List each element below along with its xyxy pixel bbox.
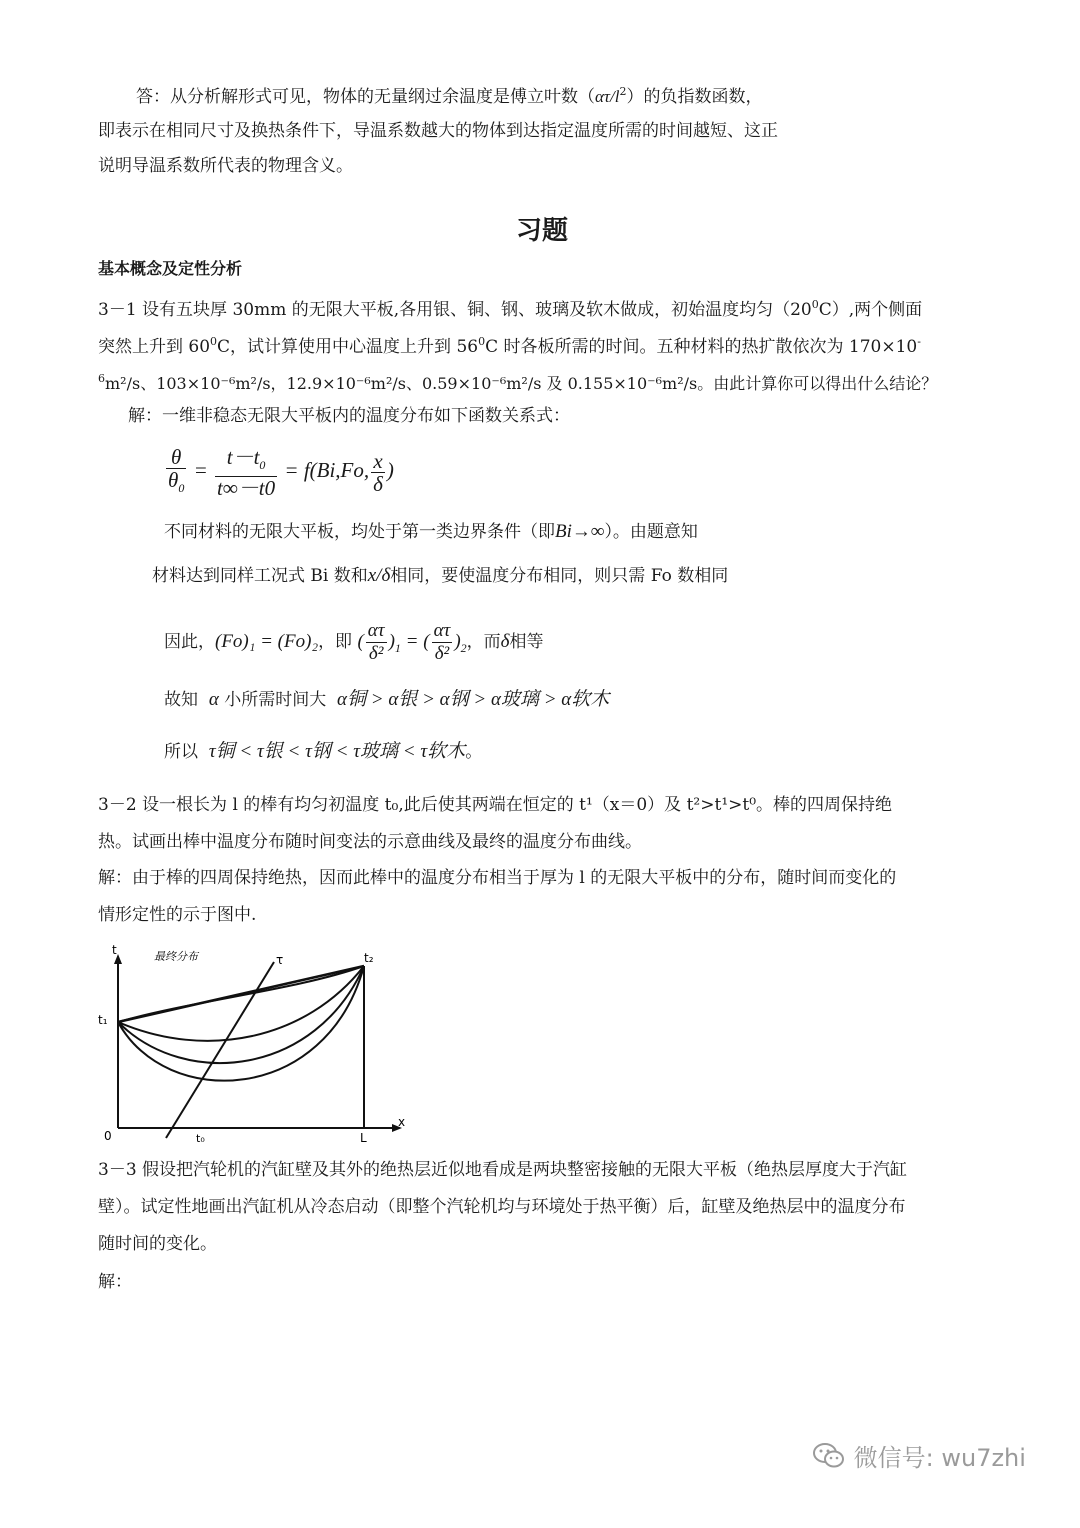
t2-label: t₂: [364, 951, 374, 965]
origin-label: 0: [104, 1129, 112, 1143]
text: 相同，要使温度分布相同，则只需 Fo 数相同: [390, 566, 729, 586]
answer-line-1: [136, 80, 762, 109]
text: 所以: [164, 742, 198, 762]
text: 不同材料的无限大平板，均处于第一类边界条件（即: [164, 522, 555, 542]
tau-steel: τ钢: [305, 741, 331, 762]
fourier-expression: ατ/l: [595, 87, 620, 106]
den-symbol: θ: [168, 467, 179, 492]
p31-text: m²/s、103×10⁻⁶m²/s，12.9×10⁻⁶m²/s、0.59×10⁻⁶m²/s 及 0.155×10⁻⁶m²/s。由此计算你可以得出什么结论？: [105, 374, 938, 393]
num-text: t－t: [226, 444, 260, 469]
answer-line-3: 说明导温系数所代表的物理含义。: [98, 156, 353, 176]
text: ）。由题意知: [604, 522, 698, 542]
watermark-text: 微信号: wu7zhi: [853, 1444, 1026, 1472]
time-direction-line: [166, 962, 274, 1138]
problem-3-3-solution: 解：: [98, 1272, 132, 1292]
denominator: t∞－t0: [217, 475, 276, 500]
fraction-temp: [215, 446, 277, 499]
sup: 0: [210, 335, 218, 348]
text: 因此，: [164, 632, 215, 652]
temperature-curve-4: [118, 966, 364, 1081]
alpha-symbol: α: [208, 689, 219, 710]
p31-text: C，试计算使用中心温度上升到 56: [217, 337, 479, 357]
problem-3-1-line-2: [98, 330, 921, 359]
subsection-title: 基本概念及定性分析: [98, 259, 243, 278]
t1-label: t₁: [98, 1013, 108, 1027]
problem-3-3-line-1: 3－3 假设把汽轮机的汽缸壁及其外的绝热层近似地看成是两块整密接触的无限大平板（绝热层厚度大于汽缸: [98, 1160, 908, 1180]
text: 相等: [509, 632, 544, 652]
problem-3-3-line-2: 壁）。试定性地画出汽缸机从冷态启动（即整个汽轮机均与环境处于热平衡）后，缸壁及绝热层中的温度分布: [98, 1197, 906, 1217]
p31-text: C）,两个侧面: [818, 300, 923, 320]
alpha-glass: α玻璃: [490, 689, 539, 710]
fraction: [432, 620, 453, 665]
denominator: [166, 469, 186, 499]
tau-label: τ: [276, 953, 284, 967]
answer-text-end: ）的负指数函数，: [626, 87, 763, 107]
problem-3-2-line-1: 3－2 设一根长为 l 的棒有均匀初温度 t₀,此后使其两端在恒定的 t¹（x＝0）及 t²>t¹>t⁰。棒的四周保持绝: [98, 795, 893, 815]
problem-3-1-line-3: [98, 367, 937, 396]
tau-glass: τ玻璃: [353, 741, 399, 762]
denominator: δ: [373, 471, 383, 496]
fraction-theta: [166, 446, 186, 499]
alpha-silver: α银: [388, 689, 418, 710]
problem-3-3-line-3: 随时间的变化。: [98, 1234, 217, 1254]
wechat-icon: [812, 1442, 846, 1476]
final-distribution-label: 最终分布: [154, 950, 198, 963]
at-over-delta-equality: ( $\frac{\alpha\tau}{\text{δ²}}$ )$_1$ = ( $\frac{\alpha\tau}{\text{δ²}}$ )$_2$: [357, 620, 467, 665]
alpha-steel: α钢: [439, 689, 469, 710]
fraction-x-delta: [371, 450, 385, 495]
sup: -: [917, 335, 921, 348]
fraction: [366, 620, 387, 665]
t0-label: t₀: [196, 1132, 205, 1145]
p31-text: 突然上升到 60: [98, 337, 211, 357]
delta-symbol: δ: [500, 631, 510, 652]
boundary-condition-line: [164, 520, 698, 544]
sup: 0: [811, 298, 819, 311]
close-paren: ): [386, 458, 394, 482]
problem-3-2-solution-2: 情形定性的示于图中.: [98, 905, 257, 925]
tau-comparison-line: [164, 740, 482, 764]
length-label: L: [360, 1131, 367, 1145]
text: ，即: [318, 632, 353, 652]
denominator: δ²: [368, 643, 384, 665]
exponent: 2: [619, 85, 627, 98]
answer-text: 答：从分析解形式可见，物体的无量纲过余温度是傅立叶数（: [136, 87, 595, 107]
text: 小所需时间大: [224, 690, 327, 710]
alpha-copper: α铜: [337, 689, 366, 710]
alpha-chain: α铜 > α银 > α钢 > α玻璃 > α软木: [337, 689, 610, 710]
answer-line-2: 即表示在相同尺寸及换热条件下，导温系数越大的物体到达指定温度所需的时间越短、这正: [98, 121, 778, 141]
text: 材料达到同样工况式 Bi 数和: [152, 566, 368, 586]
equation-temperature: $\frac{\theta}{\theta_0}$ = $\frac{t-t_0}{t\infty-t0}$ = f(Bi,Fo, $\frac{x}{\delta}$ ): [168, 444, 394, 500]
problem-3-1-line-1: [98, 293, 922, 322]
sup: 0: [478, 335, 486, 348]
sub: 0: [178, 480, 185, 495]
text: ，而: [466, 632, 501, 652]
numerator: ατ: [367, 620, 385, 642]
bi-limit: Bi→∞: [555, 521, 605, 542]
problem-3-2-line-2: 热。试画出棒中温度分布随时间变法的示意曲线及最终的温度分布曲线。: [98, 832, 642, 852]
alpha-comparison-line: [164, 688, 609, 712]
fourier-equality-line: [164, 612, 544, 678]
tau-cork: τ软木: [420, 741, 466, 762]
sub: 0: [259, 457, 266, 472]
problem-3-2-solution-1: 解：由于棒的四周保持绝热，因而此棒中的温度分布相当于厚为 l 的无限大平板中的分布，随时间而变化的: [98, 868, 897, 888]
y-axis-label: t: [112, 943, 117, 957]
numerator: [215, 446, 277, 477]
p31-text: 3－1 设有五块厚 30mm 的无限大平板,各用银、铜、钢、玻璃及软木做成，初始温度均匀（20: [98, 300, 812, 320]
same-condition-line: [152, 564, 728, 588]
p31-text: C 时各板所需的时间。五种材料的热扩散依次为 170×10: [485, 337, 918, 357]
text: 故知: [164, 690, 198, 710]
numerator: θ: [166, 446, 186, 469]
text: 。: [465, 742, 483, 762]
alpha-cork: α软木: [561, 689, 610, 710]
denominator: δ²: [434, 643, 450, 665]
numerator: ατ: [433, 620, 451, 642]
tau-chain: τ铜 < τ银 < τ钢 < τ玻璃 < τ软木: [208, 741, 466, 762]
tau-silver: τ银: [256, 741, 283, 762]
solution-intro: 解：一维非稳态无限大平板内的温度分布如下函数关系式：: [128, 406, 570, 426]
temperature-distribution-figure: [96, 940, 416, 1150]
function-f: f(Bi,Fo,: [303, 458, 370, 482]
tau-copper: τ铜: [208, 741, 235, 762]
numerator: x: [371, 450, 385, 473]
sup: 6: [98, 372, 105, 385]
wechat-watermark: [812, 1438, 1026, 1476]
x-over-delta: x/δ: [367, 565, 391, 586]
fo-equation: (Fo)₁ = (Fo)₂: [215, 631, 319, 652]
x-axis-label: x: [398, 1115, 406, 1129]
section-title: 习题: [516, 216, 569, 246]
